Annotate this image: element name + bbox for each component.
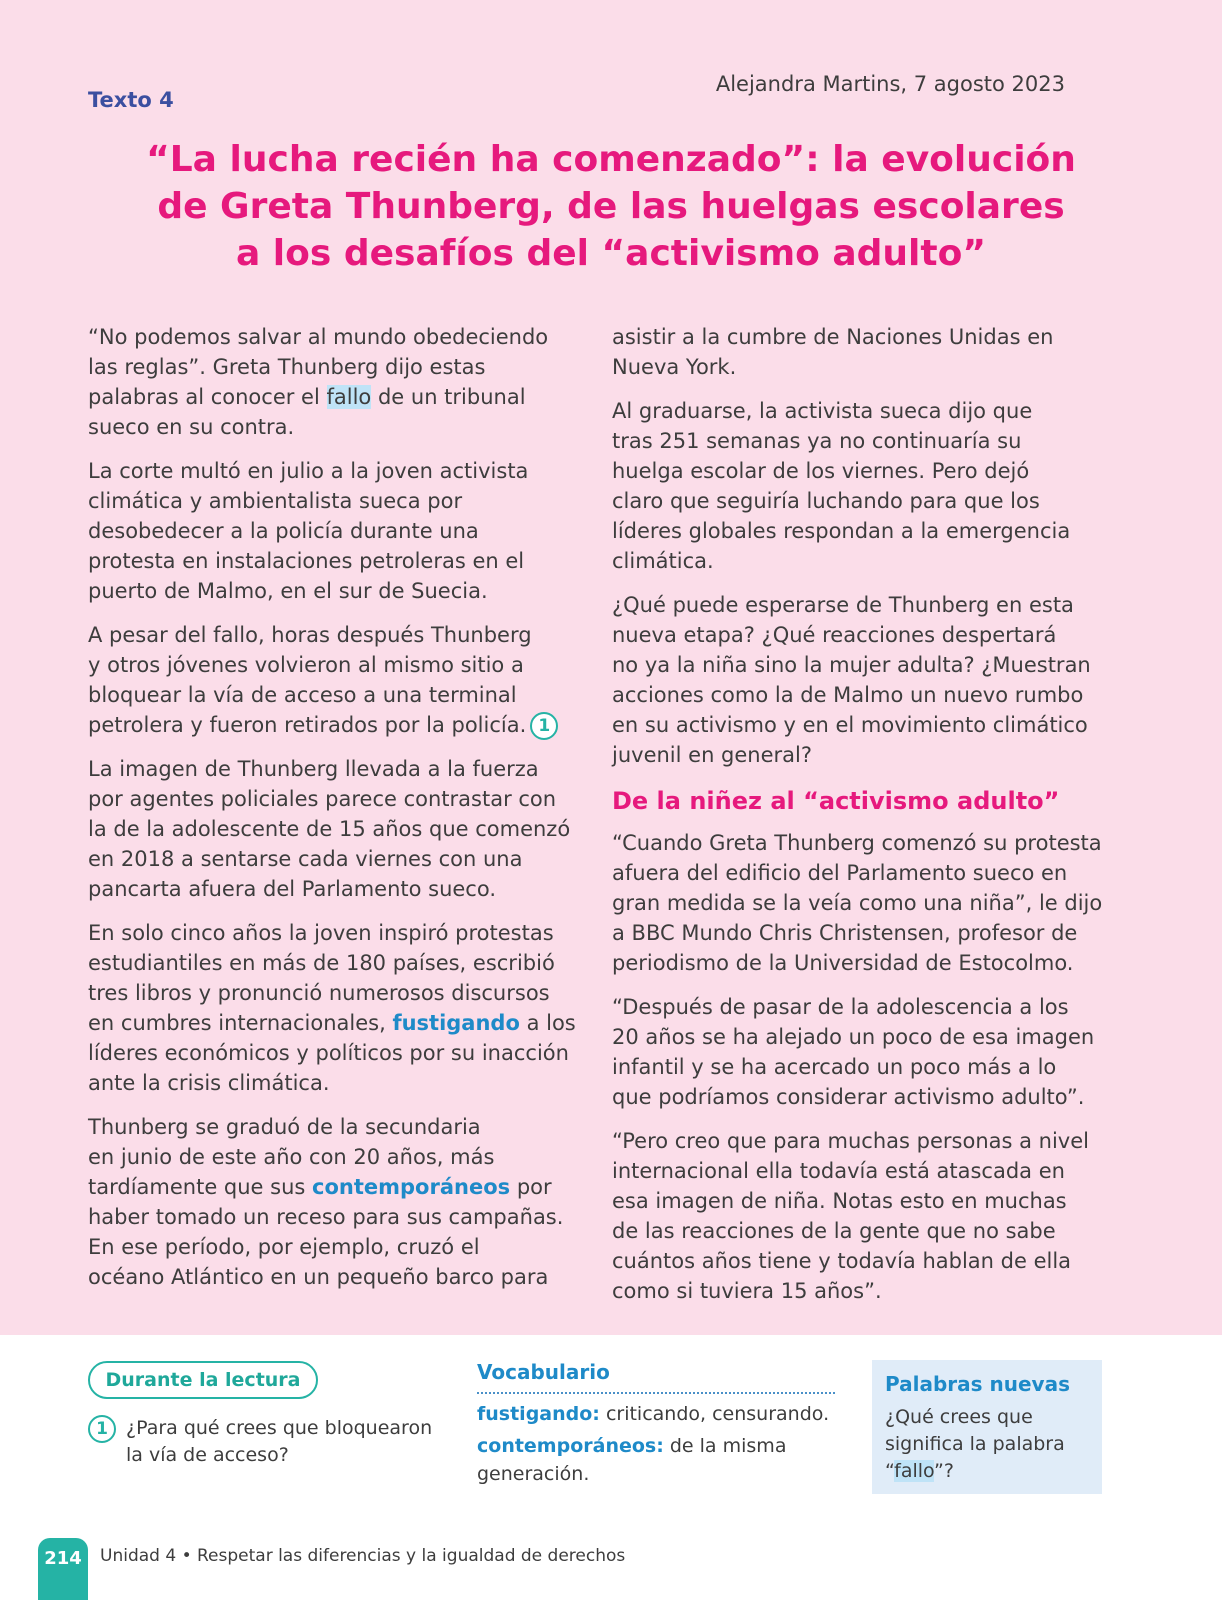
- text-line: protesta en instalaciones petroleras en el: [88, 549, 525, 573]
- text-line: periodismo de la Universidad de Estocolmo.: [612, 951, 1074, 975]
- text-line: infantil y se ha acercado un poco más a lo: [612, 1055, 1057, 1079]
- text-run: tardíamente que sus: [88, 1175, 313, 1199]
- text-line: ¿Qué crees que: [885, 1406, 1033, 1428]
- text-line: “Cuando Greta Thunberg comenzó su protesta: [612, 831, 1102, 855]
- text-line: internacional ella todavía está atascada en: [612, 1159, 1065, 1183]
- text-line: significa la palabra: [885, 1433, 1065, 1455]
- text-line: [88, 382, 578, 412]
- text-line: pancarta afuera del Parlamento sueco.: [88, 877, 497, 901]
- text-line: gran medida se la veía como una niña”, le dijo: [612, 891, 1103, 915]
- paragraph: [612, 992, 1102, 1112]
- text-line: la vía de acceso?: [126, 1444, 289, 1466]
- text-line: A pesar del fallo, horas después Thunberg: [88, 623, 532, 647]
- paragraph: [88, 754, 578, 904]
- vocabulary-title: Vocabulario: [477, 1358, 835, 1394]
- paragraph: [612, 396, 1102, 576]
- paragraph: [88, 1112, 578, 1292]
- text-run: en cumbres internacionales,: [88, 1011, 393, 1035]
- text-line: 20 años se ha alejado un poco de esa imagen: [612, 1025, 1095, 1049]
- text-line: líderes globales respondan a la emergencia: [612, 519, 1071, 543]
- question-1-marker: 1: [530, 712, 558, 740]
- vocab-word-contemporaneos[interactable]: contemporáneos: [312, 1175, 511, 1199]
- vocab-definition: de la misma: [663, 1435, 787, 1457]
- text-line: desobedecer a la policía durante una: [88, 519, 479, 543]
- text-line: claro que seguiría luchando para que los: [612, 489, 1040, 513]
- vocab-term: fustigando:: [477, 1403, 600, 1425]
- text-line: [88, 710, 578, 740]
- vocab-definition: criticando, censurando.: [599, 1403, 830, 1425]
- section-subheading: De la niñez al “activismo adulto”: [612, 787, 1060, 815]
- text-line: asistir a la cumbre de Naciones Unidas en: [612, 325, 1054, 349]
- paragraph: [612, 322, 1102, 382]
- text-line: la de la adolescente de 15 años que comenzó: [88, 817, 571, 841]
- text-line: Al graduarse, la activista sueca dijo que: [612, 399, 1033, 423]
- text-line: no ya la niña sino la mujer adulta? ¿Muestran: [612, 653, 1091, 677]
- page-number: 214: [38, 1538, 88, 1600]
- text-line: En ese período, por ejemplo, cruzó el: [88, 1235, 480, 1259]
- text-number-label: Texto 4: [88, 88, 174, 112]
- text-line: océano Atlántico en un pequeño barco para: [88, 1265, 549, 1289]
- paragraph: [88, 456, 578, 606]
- vocabulary-box: [477, 1358, 835, 1492]
- text-line: estudiantiles en más de 180 países, escribió: [88, 951, 555, 975]
- text-line: acciones como la de Malmo un nuevo rumbo: [612, 683, 1084, 707]
- text-line: “Pero creo que para muchas personas a nivel: [612, 1129, 1089, 1153]
- text-line: Thunberg se graduó de la secundaria: [88, 1115, 481, 1139]
- vocab-entry: [477, 1432, 835, 1488]
- text-line: a BBC Mundo Chris Christensen, profesor de: [612, 921, 1078, 945]
- during-reading-tag: Durante la lectura: [88, 1361, 318, 1399]
- highlighted-word-fallo[interactable]: fallo: [326, 385, 372, 409]
- text-line: [88, 1008, 578, 1038]
- text-line: [885, 1458, 1089, 1485]
- text-line: las reglas”. Greta Thunberg dijo estas: [88, 355, 486, 379]
- paragraph: [88, 620, 578, 740]
- text-line: como si tuviera 15 años”.: [612, 1279, 882, 1303]
- text-line: climática.: [612, 549, 714, 573]
- text-line: nueva etapa? ¿Qué reacciones despertará: [612, 623, 1057, 647]
- text-run: por: [510, 1175, 552, 1199]
- text-line: ¿Qué puede esperarse de Thunberg en esta: [612, 593, 1074, 617]
- text-run: a los: [519, 1011, 576, 1035]
- text-line: “No podemos salvar al mundo obedeciendo: [88, 325, 549, 349]
- text-line: En solo cinco años la joven inspiró protestas: [88, 921, 554, 945]
- text-run: petrolera y fueron retirados por la policía.: [88, 713, 527, 737]
- text-line: tres libros y pronunció numerosos discursos: [88, 981, 550, 1005]
- text-line: climática y ambientalista sueca por: [88, 489, 463, 513]
- text-line: esa imagen de niña. Notas esto en muchas: [612, 1189, 1067, 1213]
- text-line: y otros jóvenes volvieron al mismo sitio a: [88, 653, 524, 677]
- highlighted-word-fallo[interactable]: fallo: [894, 1460, 935, 1482]
- text-line: líderes económicos y políticos por su inacción: [88, 1041, 569, 1065]
- headline-line: “La lucha recién ha comenzado”: la evolución: [146, 139, 1076, 180]
- footer-unit-title: Unidad 4 • Respetar las diferencias y la igualdad de derechos: [100, 1546, 626, 1566]
- text-line: de las reacciones de la gente que no sabe: [612, 1219, 1056, 1243]
- text-line: por agentes policiales parece contrastar con: [88, 787, 557, 811]
- left-column: [88, 322, 578, 1306]
- text-line: huelga escolar de los viernes. Pero dejó: [612, 459, 1030, 483]
- new-words-title: Palabras nuevas: [885, 1372, 1070, 1396]
- question-text: [126, 1415, 432, 1469]
- text-line: en 2018 a sentarse cada viernes con una: [88, 847, 523, 871]
- paragraph: [612, 590, 1102, 770]
- reading-question-1: [88, 1415, 458, 1469]
- vocab-term: contemporáneos:: [477, 1435, 664, 1457]
- text-line: que podríamos considerar activismo adulto”.: [612, 1085, 1085, 1109]
- paragraph: [612, 828, 1102, 978]
- text-run: ”?: [934, 1460, 954, 1482]
- text-run: “: [885, 1460, 895, 1482]
- text-line: La corte multó en julio a la joven activista: [88, 459, 529, 483]
- text-line: puerto de Malmo, en el sur de Suecia.: [88, 579, 488, 603]
- new-words-question: [885, 1404, 1089, 1485]
- text-line: cuántos años tiene y todavía hablan de ella: [612, 1249, 1072, 1273]
- vocab-word-fustigando[interactable]: fustigando: [392, 1011, 520, 1035]
- vocab-entry: [477, 1400, 835, 1428]
- vocab-definition: generación.: [477, 1463, 590, 1485]
- headline-line: de Greta Thunberg, de las huelgas escolares: [157, 186, 1065, 227]
- paragraph: [88, 322, 578, 442]
- text-line: Nueva York.: [612, 355, 737, 379]
- byline: Alejandra Martins, 7 agosto 2023: [715, 72, 1065, 96]
- text-line: juvenil en general?: [612, 743, 813, 767]
- article-headline: [120, 136, 1102, 277]
- text-line: ante la crisis climática.: [88, 1071, 330, 1095]
- text-line: [88, 1172, 578, 1202]
- new-words-box: [872, 1360, 1102, 1494]
- text-line: bloquear la vía de acceso a una terminal: [88, 683, 517, 707]
- paragraph: [612, 1126, 1102, 1306]
- text-line: sueco en su contra.: [88, 415, 295, 439]
- right-column: [612, 322, 1102, 1320]
- headline-line: a los desafíos del “activismo adulto”: [235, 233, 986, 274]
- text-line: haber tomado un receso para sus campañas.: [88, 1205, 564, 1229]
- text-line: afuera del edificio del Parlamento sueco en: [612, 861, 1068, 885]
- text-run: de un tribunal: [371, 385, 526, 409]
- question-number-badge: 1: [88, 1415, 116, 1443]
- text-line: ¿Para qué crees que bloquearon: [126, 1417, 433, 1439]
- text-line: “Después de pasar de la adolescencia a los: [612, 995, 1069, 1019]
- text-line: tras 251 semanas ya no continuaría su: [612, 429, 1022, 453]
- text-line: en junio de este año con 20 años, más: [88, 1145, 495, 1169]
- text-line: La imagen de Thunberg llevada a la fuerza: [88, 757, 539, 781]
- paragraph: [88, 918, 578, 1098]
- text-line: en su activismo y en el movimiento climático: [612, 713, 1088, 737]
- text-run: palabras al conocer el: [88, 385, 327, 409]
